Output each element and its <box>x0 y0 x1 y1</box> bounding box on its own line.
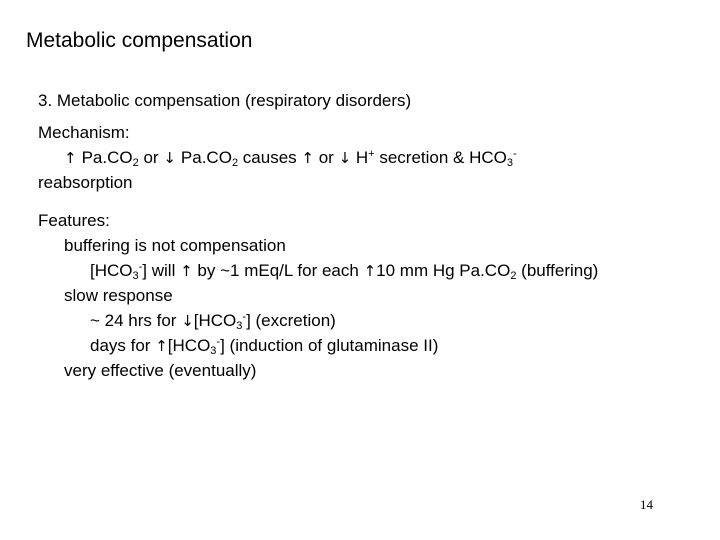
pa-co2-text: Pa.CO <box>81 148 133 167</box>
glutaminase-line <box>38 333 598 358</box>
hco3-buffering-line <box>38 258 598 283</box>
h-text: H <box>355 148 369 167</box>
slide-subtitle: 3. Metabolic compensation (respiratory disorders) <box>38 91 412 110</box>
up-arrow-icon: ↑ <box>301 149 314 167</box>
secretion-text: secretion & <box>379 148 465 167</box>
minus-superscript: - <box>138 261 143 273</box>
hrs-text: ~ 24 hrs for <box>90 311 177 330</box>
down-arrow-icon: ↓ <box>338 149 352 167</box>
three-subscript: 3 <box>132 270 139 282</box>
slide-title: Metabolic compensation <box>26 29 253 52</box>
co2-subscript: 2 <box>132 157 139 169</box>
reabsorption-text: reabsorption <box>38 173 133 192</box>
hco-text: HCO <box>469 148 507 167</box>
slow-response-line: slow response <box>64 286 173 305</box>
three-subscript: 3 <box>506 157 514 169</box>
causes-text: causes <box>242 148 297 167</box>
days-for-text: days for <box>90 336 151 355</box>
up-arrow-icon: ↑ <box>155 337 168 355</box>
glutaminase-text: ] (induction of glutaminase II) <box>220 336 439 355</box>
page-number: 14 <box>640 497 653 512</box>
down-arrow-icon: ↓ <box>163 149 176 167</box>
down-arrow-icon: ↓ <box>181 312 194 330</box>
up-arrow-icon: ↑ <box>180 262 193 280</box>
hco-open-text: [HCO <box>193 311 237 330</box>
features-section <box>38 208 598 383</box>
buffering-line: buffering is not compensation <box>64 236 286 255</box>
very-effective-line: very effective (eventually) <box>64 361 257 380</box>
ten-mm-text: 10 mm Hg Pa.CO <box>376 261 511 280</box>
mechanism-heading: Mechanism: <box>38 123 130 142</box>
minus-superscript: - <box>216 336 221 348</box>
co2-subscript: 2 <box>231 157 239 169</box>
up-arrow-icon: ↑ <box>363 262 377 280</box>
up-arrow-icon: ↑ <box>64 149 77 167</box>
mechanism-section <box>38 120 517 195</box>
features-heading: Features: <box>38 211 110 230</box>
will-text: ] will <box>142 261 176 280</box>
excretion-text: ] (excretion) <box>246 311 336 330</box>
or-text: or <box>318 148 334 167</box>
three-subscript: 3 <box>236 320 243 332</box>
buffering-paren-text: (buffering) <box>521 261 599 280</box>
three-subscript: 3 <box>210 345 217 357</box>
mechanism-line <box>38 145 517 170</box>
co2-subscript: 2 <box>510 270 517 282</box>
plus-superscript: + <box>368 148 375 160</box>
excretion-line <box>38 308 598 333</box>
hco-open-text: [HCO <box>90 261 133 280</box>
by-text: by ~1 mEq/L for each <box>197 261 359 280</box>
pa-co2-text: Pa.CO <box>180 148 232 167</box>
minus-superscript: - <box>513 148 517 160</box>
hco-open-text: [HCO <box>167 336 211 355</box>
or-text: or <box>143 148 159 167</box>
minus-superscript: - <box>242 311 247 323</box>
